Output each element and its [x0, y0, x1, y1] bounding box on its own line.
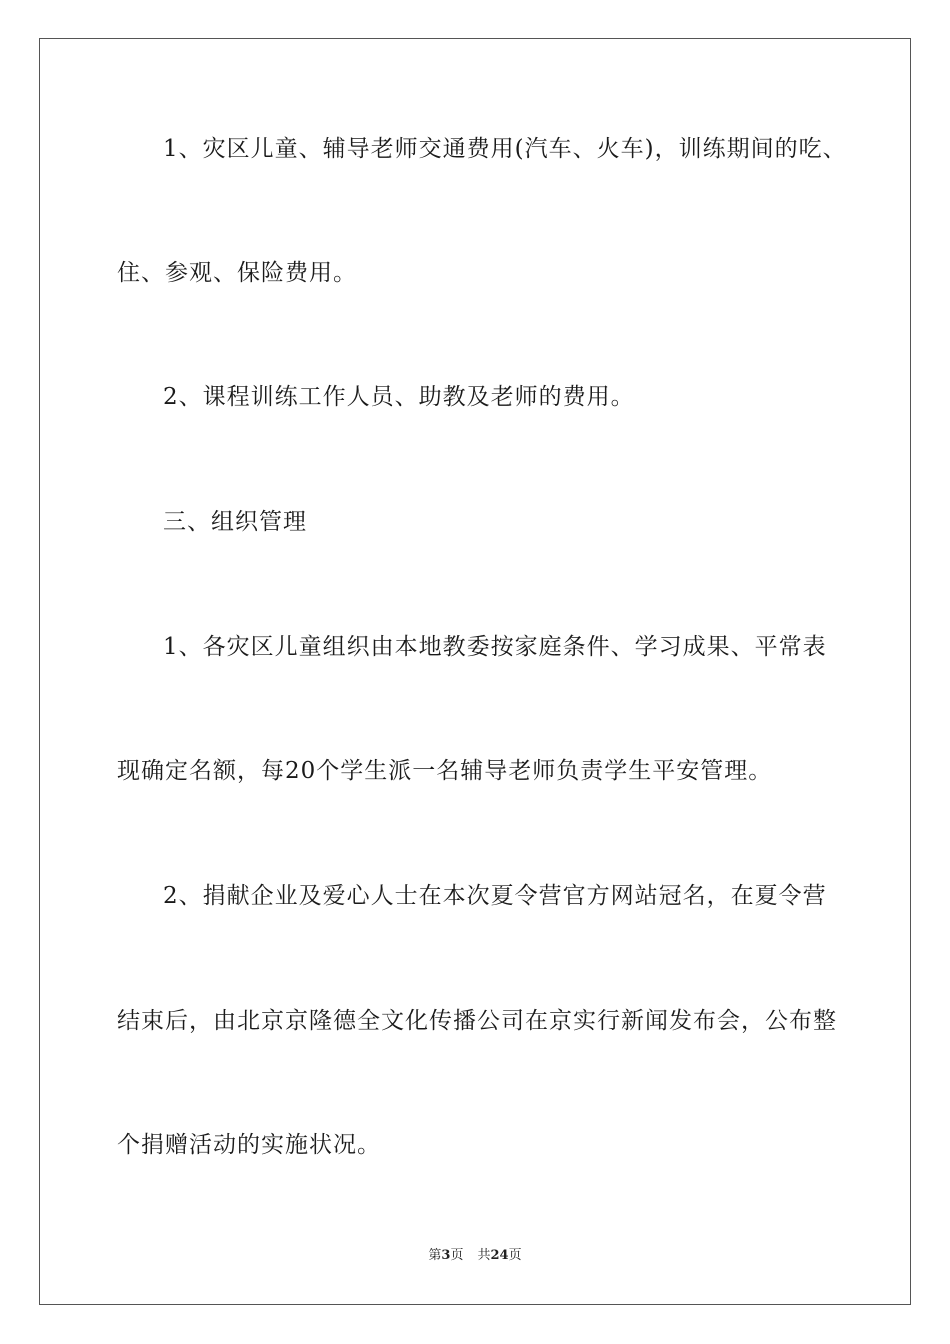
paragraph-line-1: 1、灾区儿童、辅导老师交通费用(汽车、火车)，训练期间的吃、 [163, 136, 847, 162]
total-pages: 24 [490, 1248, 509, 1263]
paragraph-line-6: 现确定名额，每20个学生派一名辅导老师负责学生平安管理。 [117, 758, 773, 784]
page-suffix: 页 [450, 1248, 464, 1263]
page-footer [0, 1247, 950, 1265]
paragraph-line-7: 2、捐献企业及爱心人士在本次夏令营官方网站冠名，在夏令营 [163, 883, 827, 909]
page-prefix: 第 [428, 1248, 442, 1263]
paragraph-line-8: 结束后，由北京京隆德全文化传播公司在京实行新闻发布会，公布整 [117, 1008, 837, 1034]
paragraph-line-9: 个捐赠活动的实施状况。 [117, 1132, 381, 1158]
total-suffix: 页 [508, 1248, 522, 1263]
section-heading: 三、组织管理 [163, 509, 307, 535]
paragraph-line-5: 1、各灾区儿童组织由本地教委按家庭条件、学习成果、平常表 [163, 634, 827, 660]
page-number: 3 [441, 1248, 451, 1263]
page-border [39, 38, 911, 1305]
paragraph-line-3: 2、课程训练工作人员、助教及老师的费用。 [163, 384, 635, 410]
total-prefix: 共 [477, 1248, 491, 1263]
paragraph-line-2: 住、参观、保险费用。 [117, 260, 357, 286]
